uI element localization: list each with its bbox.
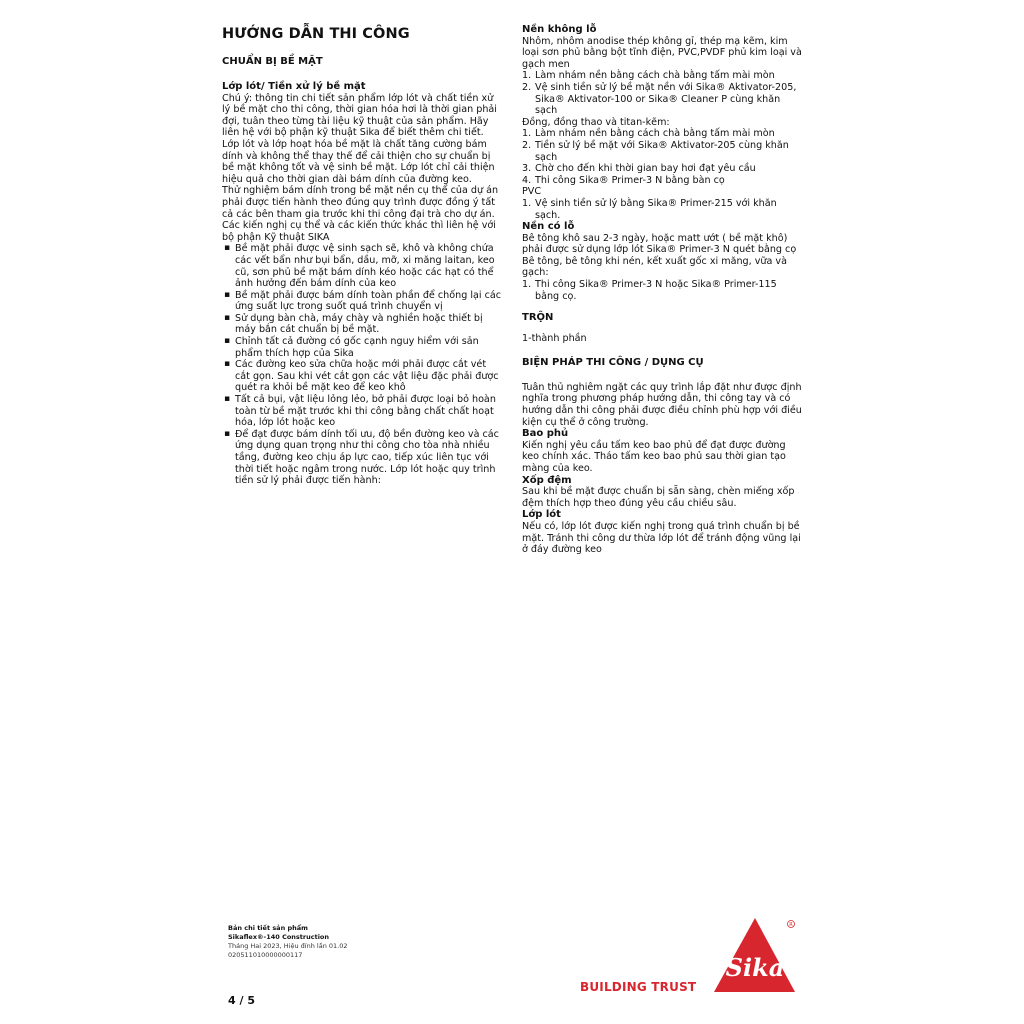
sika-logo-text: Sika: [725, 953, 785, 982]
list-item: ▪ Bề mặt phải được bám dính toàn phần để chống lại các ứng suất lực trong suốt quá trình chuyển vị: [222, 290, 504, 313]
list-item: ▪ Tất cả bụi, vật liệu lỏng lẻo, bở phải được loại bỏ hoàn toàn từ bề mặt trước khi thi công bằng chất chất hoạt hóa, lớp lót hoặc keo: [222, 394, 504, 429]
footer-doc-code: 020511010000000117: [228, 951, 303, 959]
application-method-heading: BIỆN PHÁP THI CÔNG / DỤNG CỤ: [522, 356, 704, 368]
primer-heading: Lớp lót: [522, 509, 561, 521]
pvc-steps-list: [522, 198, 802, 221]
document-footer: [228, 924, 348, 960]
list-item: ▪ Sử dụng bàn chà, máy chày và nghiền hoặc thiết bị máy bắn cát chuẩn bị bề mặt.: [222, 313, 504, 336]
page-number: 4 / 5: [228, 994, 255, 1007]
list-item: 2. Vệ sinh tiền sử lý bề mặt nền với Sika® Aktivator-205, Sika® Aktivator-100 or Sika® Cleaner P cùng khăn sạch: [522, 81, 797, 117]
masking-text: Kiến nghị yêu cầu tấm keo bao phủ để đạt được đường keo chính xác. Tháo tấm keo bao phủ sau thời gian tạo màng của keo.: [522, 439, 786, 474]
copper-brass-line: Đồng, đồng thao và titan-kẽm:: [522, 116, 670, 128]
application-method-text: Tuân thủ nghiêm ngặt các quy trình lắp đặt như được định nghĩa trong phương pháp hướng dẫn, thi công tay và có hướng dẫn thi công phải được điều chỉnh phù hợp với điều kiện cụ thể ở công trường.: [522, 381, 802, 428]
nonporous-steps-list: [522, 70, 802, 116]
adhesion-test-paragraph: Thử nghiệm bám dính trong bề mặt nền cụ thể của dự án phải được tiến hành theo đúng quy trình được đồng ý tất cả các bên tham gia trước khi thi công đại trà cho dự án. Các kiến nghị cụ thể và các kiến thức khác thì liên hệ với bộ phận Kỹ thuật SIKA: [222, 185, 499, 243]
list-item: 1. Vệ sinh tiền sử lý bằng Sika® Primer-215 với khăn sạch.: [522, 197, 777, 221]
list-item: 1. Thi công Sika® Primer-3 N hoặc Sika® Primer-115 bằng cọ.: [522, 279, 777, 302]
pvc-line: PVC: [522, 186, 542, 198]
footer-doc-type: Bản chi tiết sản phẩm: [228, 924, 308, 932]
primer-text: Nếu có, lớp lót được kiến nghị trong quá trình chuẩn bị bề mặt. Tránh thi công dư thừa lớp lót để tránh động vũng lại ở đáy đường keo: [522, 520, 801, 556]
svg-text:R: R: [789, 922, 793, 928]
right-column: [522, 24, 802, 556]
mixing-heading: TRỘN: [522, 312, 554, 324]
footer-product-name: Sikaflex®-140 Construction: [228, 933, 330, 941]
list-item: 3. Chờ cho đến khi thời gian bay hơi đạt yêu cầu: [522, 163, 756, 175]
list-item: 2. Tiền sử lý bề mặt với Sika® Aktivator-205 cùng khăn sạch: [522, 139, 789, 163]
footer-revision-date: Tháng Hai 2023, Hiệu đính lần 01.02: [228, 942, 348, 950]
mixing-text: 1-thành phần: [522, 333, 587, 345]
surface-prep-bullet-list: [222, 243, 504, 486]
backing-foam-text: Sau khi bề mặt được chuẩn bị sẵn sàng, chèn miếng xốp đệm thích hợp theo đúng yêu cầu chiều sâu.: [522, 486, 795, 509]
sika-logo-icon: [711, 916, 797, 994]
nonporous-heading: Nền không lỗ: [522, 24, 597, 35]
list-item: 1. Làm nhám nền bằng cách chà bằng tấm mài mòn: [522, 128, 775, 140]
primer-pretreatment-heading: Lớp lót/ Tiền xử lý bề mặt: [222, 81, 366, 92]
note-paragraph: Chú ý: thông tin chi tiết sản phẩm lớp lót và chất tiền xử lý bề mặt cho thi công, thời gian hóa hơi là thời gian phải đợi, tuân theo từng tài liệu kỹ thuật của sản phẩm. Hãy liên hệ với bộ phận kỹ thuật Sika để biết thêm chi tiết.: [222, 92, 497, 139]
list-item: ▪ Để đạt được bám dính tối ưu, độ bền đường keo và các ứng dụng quan trọng như thi công cho tòa nhà nhiều tầng, đường keo chịu áp lực cao, tiếp xúc liên tục với thời tiết hoặc ngâm trong nước. Lớp lót hoặc quy trình tiền sử lý phải được tiến hành:: [222, 429, 504, 487]
porous-steps-list: [522, 279, 802, 302]
porous-heading: Nền có lỗ: [522, 221, 575, 233]
list-item: 4. Thi công Sika® Primer-3 N bằng bàn cọ: [522, 174, 725, 186]
list-item: ▪ Các đường keo sửa chữa hoặc mới phải được cắt vét cắt gọn. Sau khi vét cắt gọn các vật liệu đặc phải được quét ra khỏi bề mặt keo để keo khô: [222, 359, 504, 394]
list-item: 1. Làm nhám nền bằng cách chà bằng tấm mài mòn: [522, 70, 775, 82]
nonporous-intro: Nhôm, nhôm anodise thép không gỉ, thép mạ kẽm, kim loại sơn phủ bằng bột tĩnh điện, PVC,PVDF phủ kim loại và gạch men: [522, 35, 802, 70]
list-item: ▪ Chỉnh tất cả đường có gốc cạnh nguy hiểm với sản phẩm thích hợp của Sika: [222, 336, 504, 359]
copper-steps-list: [522, 128, 802, 186]
section-heading-surface-prep: CHUẨN BỊ BỀ MẶT: [222, 56, 323, 67]
backing-foam-heading: Xốp đệm: [522, 474, 572, 486]
page-title: HƯỚNG DẪN THI CÔNG: [222, 26, 410, 42]
porous-paragraph-2: Bê tông, bê tông khi nén, kết xuất gốc xi măng, vữa và gạch:: [522, 255, 787, 279]
list-item: ▪ Bề mặt phải được vệ sinh sạch sẽ, khô và không chứa các vết bẩn như bụi bẩn, dầu, mỡ, xi măng laitan, keo cũ, sơn phủ bề mặt bám dính kéo hoặc các hạt có thể ảnh hưởng đến bám dính của keo: [222, 243, 504, 289]
porous-paragraph-1: Bê tông khô sau 2-3 ngày, hoặc matt ướt ( bề mặt khô) phải được sử dụng lớp lót Sika® Primer-3 N quét bằng cọ: [522, 232, 797, 256]
left-column: [222, 22, 504, 487]
masking-heading: Bao phủ: [522, 428, 569, 440]
building-trust-tagline: BUILDING TRUST: [580, 980, 697, 994]
primer-activator-paragraph: Lớp lót và lớp hoạt hóa bề mặt là chất tăng cường bám dính và không thể thay thế để cải thiện cho sự chuẩn bị bề mặt không tốt và vệ sinh bề mặt. Lớp lót chỉ cải thiện hiệu quả cho thời gian dài bám dính của đường keo.: [222, 138, 495, 185]
